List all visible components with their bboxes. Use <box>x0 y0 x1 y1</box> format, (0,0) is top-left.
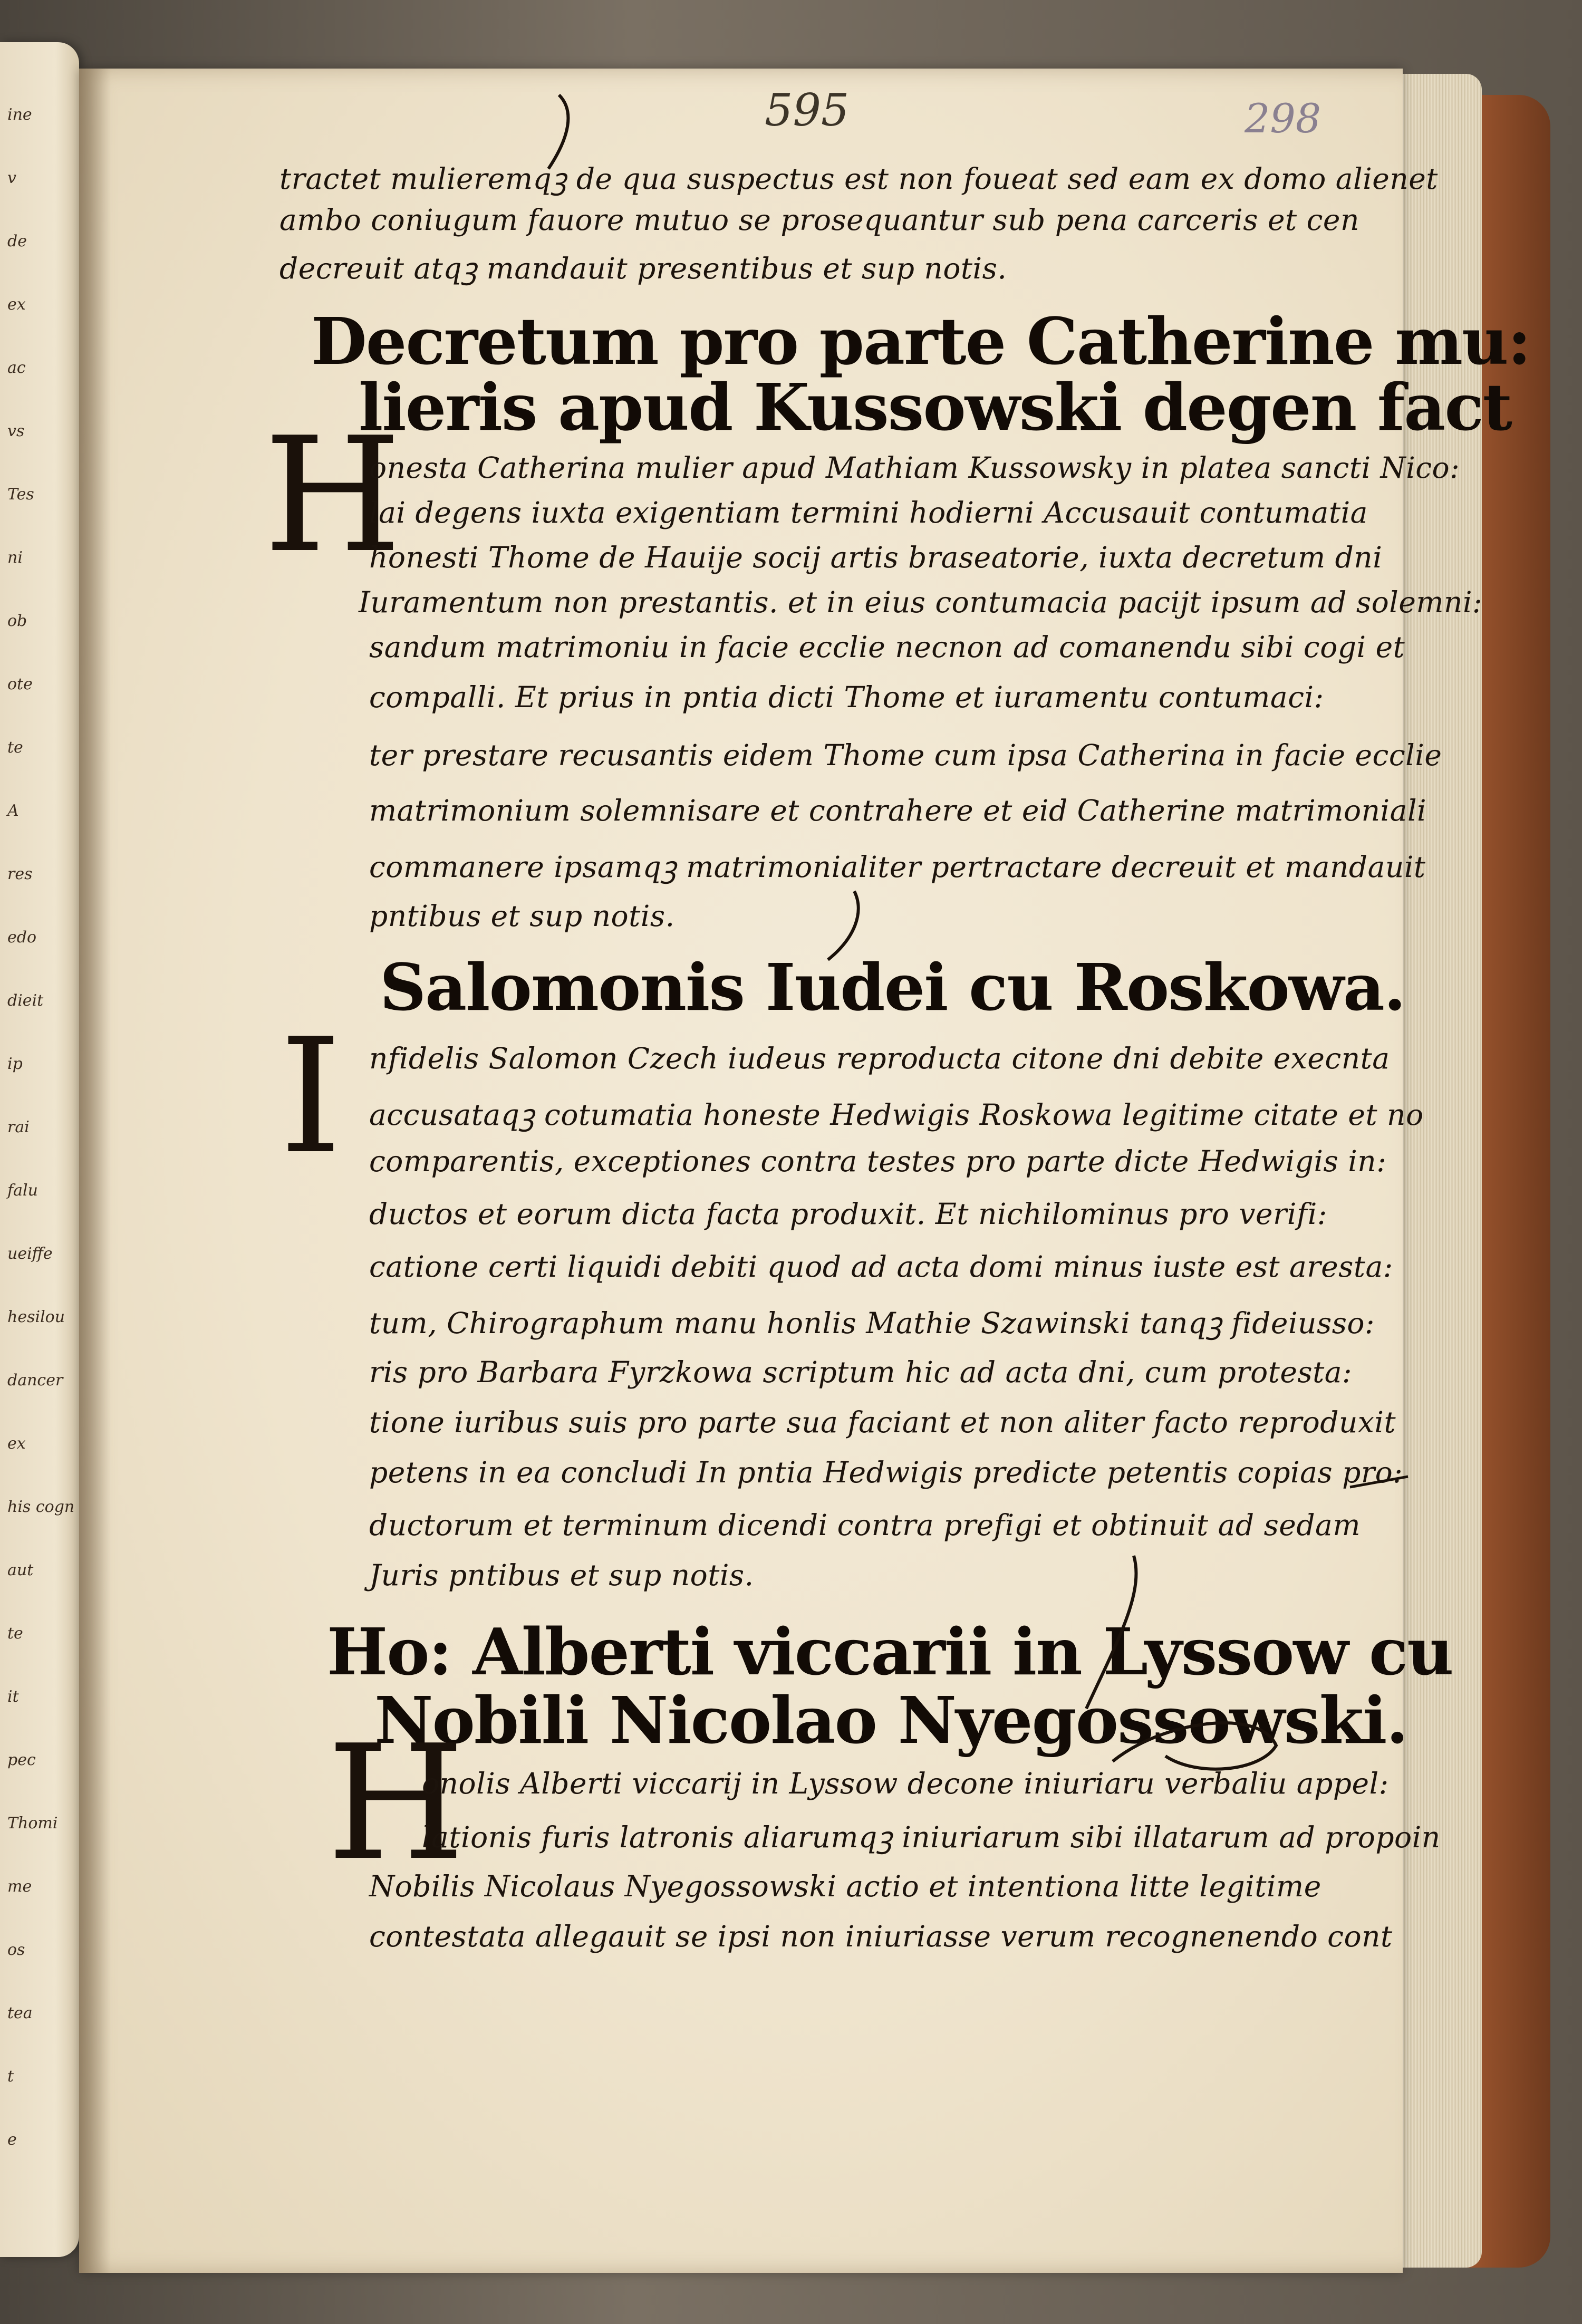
margin-fragment: it <box>7 1687 19 1706</box>
margin-fragment: os <box>7 1941 25 1959</box>
decorated-initial: H <box>264 403 402 587</box>
margin-fragment: his cogn <box>7 1498 75 1516</box>
margin-fragment: aut <box>7 1561 34 1579</box>
margin-fragment: ine <box>7 105 32 124</box>
entry-heading: Decretum pro parte Catherine mu: <box>311 303 1530 379</box>
text-line: ris pro Barbara Fyrzkowa scriptum hic ad acta dni, cum protesta: <box>369 1355 1353 1389</box>
text-line: ductos et eorum dicta facta produxit. Et nichilominus pro verifi: <box>369 1197 1327 1231</box>
text-line: accusataqꝫ cotumatia honeste Hedwigis Roskowa legitime citate et no <box>369 1098 1424 1132</box>
text-line: matrimonium solemnisare et contrahere et eid Catherine matrimoniali <box>369 794 1427 827</box>
text-line: ductorum et terminum dicendi contra prefigi et obtinuit ad sedam <box>369 1508 1361 1542</box>
margin-fragment: vs <box>7 422 25 440</box>
text-line: sandum matrimoniu in facie ecclie necnon ad comanendu sibi cogi et <box>369 630 1405 664</box>
text-line: comparentis, exceptiones contra testes pro parte dicte Hedwigis in: <box>369 1144 1387 1178</box>
text-line: Juris pntibus et sup notis. <box>369 1558 754 1592</box>
margin-fragment: edo <box>7 928 37 947</box>
page-gutter <box>79 69 111 2273</box>
decorated-initial: H <box>327 1711 465 1895</box>
decorated-initial: I <box>279 1005 342 1189</box>
text-line: contestata allegauit se ipsi non iniuriasse verum recognenendo cont <box>369 1920 1393 1953</box>
text-line: tum, Chirographum manu honlis Mathie Szawinski tanqꝫ fideiusso: <box>369 1306 1375 1340</box>
text-line: commanere ipsamqꝫ matrimonialiter pertractare decreuit et mandauit <box>369 850 1426 884</box>
text-line: lationis furis latronis aliarumqꝫ iniuriarum sibi illatarum ad propoin <box>422 1820 1441 1854</box>
facing-page-edge <box>0 42 79 2257</box>
margin-fragment: ni <box>7 548 23 567</box>
flourish-mark <box>817 886 881 970</box>
margin-fragment: v <box>7 169 16 187</box>
margin-fragment: dancer <box>7 1371 63 1390</box>
text-line: petens in ea concludi In pntia Hedwigis predicte petentis copias pro: <box>369 1455 1403 1489</box>
margin-fragment: ote <box>7 675 33 693</box>
margin-fragment: dieit <box>7 991 44 1010</box>
entry-heading: Salomonis Iudei cu Roskowa. <box>380 949 1405 1025</box>
text-line: Iuramentum non prestantis. et in eius contumacia pacijt ipsum ad solemni: <box>359 585 1483 619</box>
margin-fragment: de <box>7 232 27 250</box>
flourish-mark <box>527 90 591 174</box>
text-line: Nobilis Nicolaus Nyegossowski actio et intentiona litte legitime <box>369 1869 1321 1903</box>
margin-fragment: te <box>7 1624 23 1643</box>
margin-fragment: ip <box>7 1055 23 1073</box>
text-line: compalli. Et prius in pntia dicti Thome et iuramentu contumaci: <box>369 680 1324 714</box>
text-line: pntibus et sup notis. <box>369 899 675 933</box>
text-line: lai degens iuxta exigentiam termini hodierni Accusauit contumatia <box>369 496 1368 529</box>
margin-fragment: t <box>7 2067 14 2086</box>
margin-fragment: ueiffe <box>7 1245 53 1263</box>
margin-fragment: A <box>7 802 19 820</box>
entry-heading: Ho: Alberti viccarii in Lyssow cu <box>327 1614 1453 1690</box>
pencil-folio-number: 298 <box>1245 95 1321 142</box>
text-line: nfidelis Salomon Czech iudeus reproducta citone dni debite execnta <box>369 1042 1390 1075</box>
margin-fragment: rai <box>7 1118 30 1136</box>
text-line: ambo coniugum fauore mutuo se prosequantur sub pena carceris et cen <box>279 203 1359 237</box>
margin-fragment: ob <box>7 612 27 630</box>
text-line: decreuit atqꝫ mandauit presentibus et sup notis. <box>279 252 1007 285</box>
margin-fragment: falu <box>7 1181 38 1200</box>
margin-fragment: ex <box>7 1434 26 1453</box>
margin-fragment: e <box>7 2130 17 2149</box>
margin-fragment: ex <box>7 295 26 314</box>
margin-fragment: tea <box>7 2004 33 2022</box>
margin-fragment: me <box>7 1877 32 1896</box>
entry-heading: Nobili Nicolao Nyegossowski. <box>374 1682 1407 1758</box>
margin-fragment: Thomi <box>7 1814 58 1833</box>
text-line: tione iuribus suis pro parte sua faciant et non aliter facto reproduxit <box>369 1405 1396 1439</box>
margin-fragment: res <box>7 865 33 883</box>
margin-fragment: ac <box>7 359 26 377</box>
text-line: honesti Thome de Hauije socij artis braseatorie, iuxta decretum dni <box>369 541 1383 574</box>
margin-fragment: Tes <box>7 485 34 504</box>
flourish-mark <box>1345 1466 1413 1498</box>
entry-heading: lieris apud Kussowski degen fact <box>359 369 1511 445</box>
text-line: catione certi liquidi debiti quod ad acta domi minus iuste est aresta: <box>369 1250 1393 1284</box>
flourish-mark <box>1102 1698 1292 1782</box>
margin-fragment: pec <box>7 1751 36 1769</box>
margin-fragment: te <box>7 738 23 757</box>
text-line: ter prestare recusantis eidem Thome cum ipsa Catherina in facie ecclie <box>369 738 1442 772</box>
text-line: tractet mulieremqꝫ de qua suspectus est non foueat sed eam ex domo alienet <box>279 162 1438 196</box>
text-line: onesta Catherina mulier apud Mathiam Kussowsky in platea sancti Nico: <box>369 451 1460 485</box>
margin-fragment: hesilou <box>7 1308 65 1326</box>
text-line: onolis Alberti viccarij in Lyssow decone iniuriaru verbaliu appel: <box>422 1767 1389 1800</box>
folio-number: 595 <box>765 84 850 136</box>
flourish-mark <box>1055 1550 1160 1719</box>
